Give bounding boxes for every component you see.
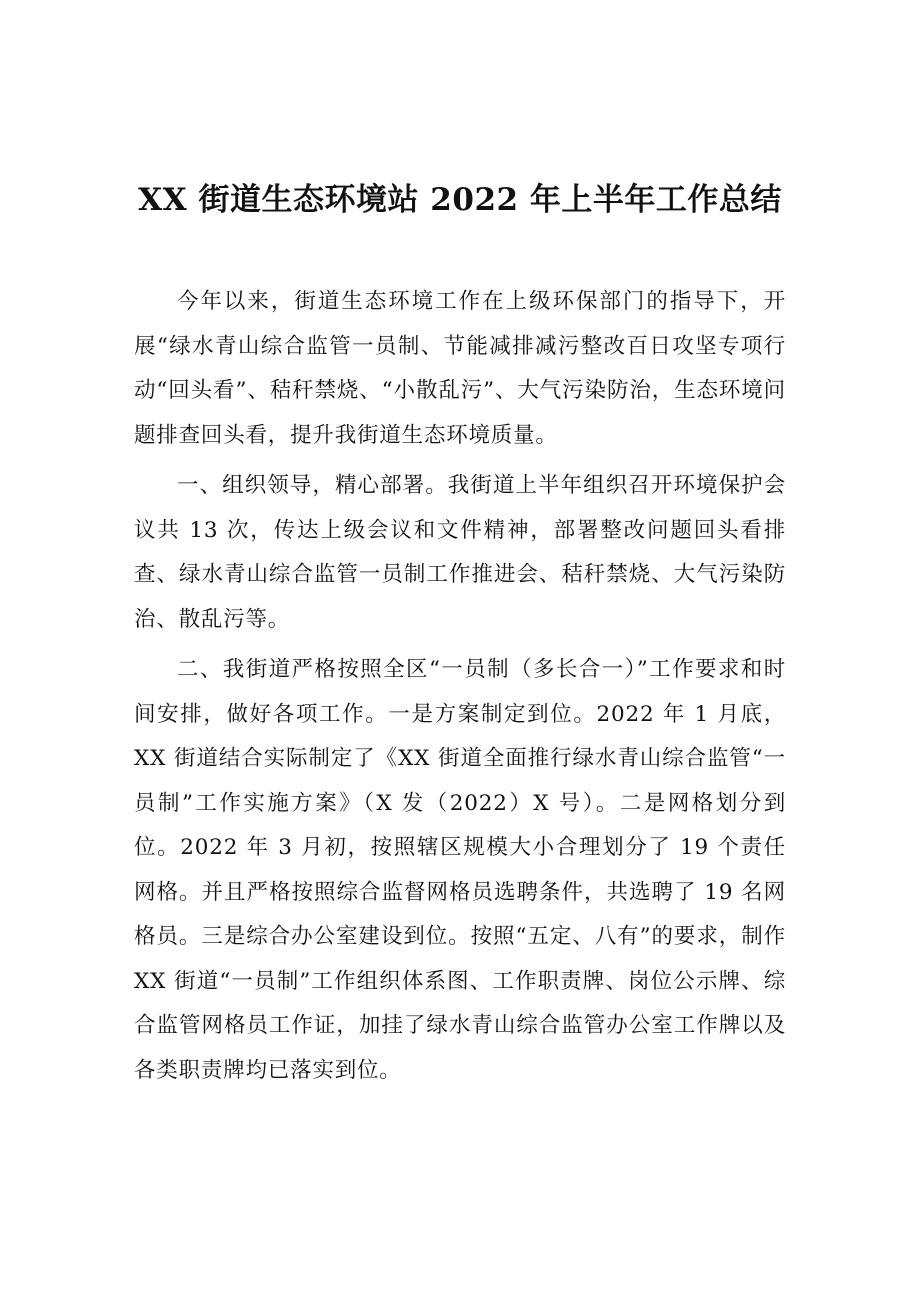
document-title: XX 街道生态环境站 2022 年上半年工作总结	[138, 182, 782, 218]
paragraph-section-one: 一、组织领导，精心部署。我街道上半年组织召开环境保护会议共 13 次，传达上级会议和文件精神，部署整改问题回头看排查、绿水青山综合监管一员制工作推进会、秸秆禁烧、大气污染防治、散乱污等。	[134, 473, 786, 632]
paragraph-section-two: 二、我街道严格按照全区“一员制（多长合一）”工作要求和时间安排，做好各项工作。一是方案制定到位。2022 年 1 月底，XX 街道结合实际制定了《XX 街道全面推行绿水青山综合监管“一员制”工作实施方案》（X 发（2022）X 号）。二是网格划分到位。2022 年 3 月初，按照辖区规模大小合理划分了 19 个责任网格。并且严格按照综合监督网格员选聘条件，共选聘了 19 名网格员。三是综合办公室建设到位。按照“五定、八有”的要求，制作 XX 街道“一员制”工作组织体系图、工作职责牌、岗位公示牌、综合监管网格员工作证，加挂了绿水青山综合监管办公室工作牌以及各类职责牌均已落实到位。	[134, 657, 786, 1083]
paragraph-intro: 今年以来，街道生态环境工作在上级环保部门的指导下，开展“绿水青山综合监管一员制、节能减排减污整改百日攻坚专项行动“回头看”、秸秆禁烧、“小散乱污”、大气污染防治，生态环境问题排查回头看，提升我街道生态环境质量。	[134, 289, 786, 448]
document-body	[134, 280, 786, 1099]
